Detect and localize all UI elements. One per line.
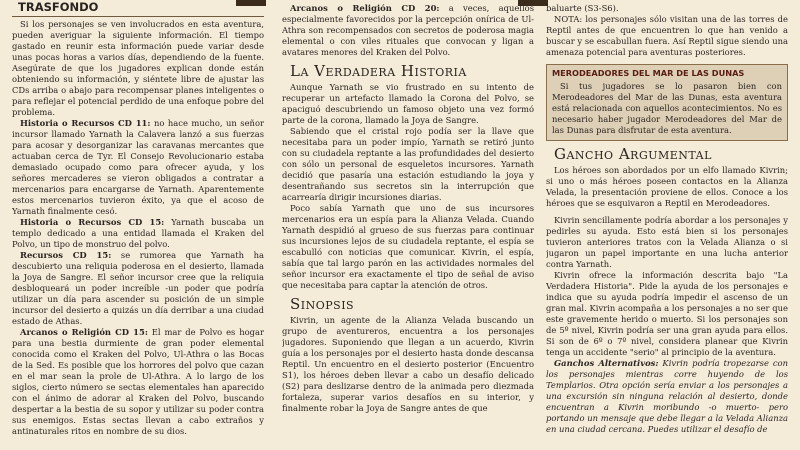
- paragraph: Sabiendo que el cristal rojo podía ser la llave que necesitaba para un poder impío, Yarnath se retiró junto con su ciudadela reptante a las profundidades del desierto con sólo un personal de esqueletos incursores. Yarnath decidió que pasaría una estación estudiando la joya y desentrañando sus secretos sin la interrupción que acarrearía dirigir incursiones diarias.: [282, 126, 534, 202]
- paragraph: Si los personajes se ven involucrados en esta aventura, pueden averiguar la siguiente información. El tiempo gastado en reunir esta información puede variar desde unas pocas horas a varios días, dependiendo de la fuente. Asegúrate de que los jugadores explican donde están obteniendo su información, y siéntete libre de ajustar las CDs arriba o abajo para recompensar planes inteligentes o para reflejar el potencial perdido de una enfoque pobre del problema.: [12, 19, 264, 117]
- sidebar-box-text: Si tus jugadores se lo pasaron bien con Merodeadores del Mar de las Dunas, esta aventura está relacionada con aquellos acontecimientos. No es necesario haber jugador Merodeadores del Mar de las Dunas para disfrutar de esta aventura.: [552, 81, 782, 135]
- paragraph: Poco sabía Yarnath que uno de sus incursores mercenarios era un espía para la Alianza Velada. Cuando Yarnath despidió al grueso de sus fuerzas para continuar sus incursiones lejos de su ciudadela reptante, el espía se escabulló con noticias que comunicar. Kivrin, el espía, sabía que tal largo parón en las actividades normales del señor incursor era exactamente el tipo de señal de aviso que necesitaba para captar la atención de otros.: [282, 203, 534, 290]
- column-1: [12, 0, 264, 450]
- paragraph: Recursos CD 15: se rumorea que Yarnath ha descubierto una reliquia poderosa en el desierto, llamada la Joya de Sangre. El señor incursor cree que la reliquia desbloqueará un poder increíble -un poder que podría utilizar un día para ascender su posición de un simple incursor del desierto a quizás un día derribar a una ciudad estado de Athas.: [12, 250, 264, 326]
- column-2: [282, 0, 534, 450]
- column-3: [546, 0, 788, 450]
- paragraph: Kivrin ofrece la información descrita bajo "La Verdadera Historia". Pide la ayuda de los personajes e indica que su ayuda podría impedir el ascenso de un gran mal. Kivrin acompaña a los personajes a no ser que este gravemente herido o muerto. Si los personajes son de 5º nivel, Kivrin podría ser una gran ayuda para ellos. Si son de 6º o 7º nivel, considera planear que Kivrin tenga un accidente "serio" al principio de la aventura.: [546, 270, 788, 357]
- section-heading-verdadera-historia: La Verdadera Historia: [290, 62, 467, 80]
- sidebar-box-title: MERODEADORES DEL MAR DE LAS DUNAS: [552, 68, 745, 78]
- heading-rule: [12, 16, 264, 17]
- sidebar-box: [546, 64, 788, 141]
- paragraph: baluarte (S3-S6).: [546, 3, 619, 13]
- paragraph: Arcanos o Religión CD 20: a veces, aquellos especialmente favorecidos por la percepción onírica de Ul-Athra son recompensados con secretos de poderosa magia elemental o con viles rituales que convocan y ligan a avatares menores del Kraken del Polvo.: [282, 3, 534, 57]
- paragraph: Arcanos o Religión CD 15: El mar de Polvo es hogar para una bestia durmiente de gran poder elemental conocida como el Kraken del Polvo, Ul-Athra o las Bocas de la Sed. Es posible que los horrores del polvo que cazan en el mar sean la prole de Ul-Athra. A lo largo de los siglos, cierto número se sectas elementales han aparecido con el ánimo de adorar al Kraken del Polvo, buscando despertar a la bestia de su sopor y utilizar su poder contra sus enemigos. Estas sectas llevan a cabo extraños y antinaturales ritos en nombre de su dios.: [12, 327, 264, 436]
- paragraph: Historia o Recursos CD 11: no hace mucho, un señor incursor llamado Yarnath la Calavera lanzó a sus fuerzas para acosar y desorganizar las caravanas mercantes que actuaban cerca de Tyr. El Consejo Revolucionario estaba demasiado ocupado como para ofrecer ayuda, y los señores mercaderes se vieron obligados a contratar a mercenarios para encargarse de Yarnath. Aparentemente estos mercenarios tuvieron éxito, ya que el acoso de Yarnath finalmente cesó.: [12, 118, 264, 216]
- paragraph: Los héroes son abordados por un elfo llamado Kivrin; si uno o más héroes poseen contactos en la Alianza Velada, la presentación proviene de ellos. Conoce a los héroes que se esquivaron a Reptil en Merodeadores.: [546, 165, 788, 208]
- paragraph: Historia o Recursos CD 15: Yarnath buscaba un templo dedicado a una entidad llamada el Kraken del Polvo, un tipo de monstruo del polvo.: [12, 217, 264, 249]
- paragraph: Kivrin sencillamente podría abordar a los personajes y pedirles su ayuda. Esto está bien si los personajes tuvieron anteriores tratos con la Velada Alianza o si jugaron un papel importante en una lucha anterior contra Yarnath.: [546, 215, 788, 269]
- section-heading-gancho-argumental: Gancho Argumental: [554, 145, 712, 163]
- paragraph: Ganchos Alternativos: Kivrin podría tropezarse con los personajes mientras corre huyendo de los Templarios. Otra opción sería enviar a los personajes a una excursión sin ninguna relación al desierto, donde encuentran a Kivrin moribundo -o muerto- pero portando un mensaje que debe llegar a la Velada Alianza en una ciudad cercana. Puedes utilizar el desafío de: [546, 358, 788, 434]
- paragraph: NOTA: los personajes sólo visitan una de las torres de Reptil antes de que encuentren lo que han venido a buscar y se escabullan fuera. Así Reptil sigue siendo una amenaza potencial para aventuras posteriores.: [546, 14, 788, 57]
- section-heading-sinopsis: Sinopsis: [290, 295, 355, 313]
- paragraph: Kivrin, un agente de la Alianza Velada buscando un grupo de aventureros, encuentra a los personajes jugadores. Suponiendo que llegan a un acuerdo, Kivrin guía a los personajes por el desierto hasta donde descansa Reptil. Un encuentro en el desierto posterior (Encuentro S1), los héroes deben llevar a cabo un desafío delicado (S2) para deslizarse dentro de la animada pero diezmada fortaleza, superar varios desafíos en su interior, y finalmente robar la Joya de Sangre antes de que: [282, 315, 534, 413]
- paragraph: Aunque Yarnath se vio frustrado en su intento de recuperar un artefacto llamado la Corona del Polvo, se apaciguó descubriendo un famoso objeto una vez formó parte de la corona, llamado la Joya de Sangre.: [282, 82, 534, 125]
- section-heading-trasfondo: TRASFONDO: [18, 0, 99, 14]
